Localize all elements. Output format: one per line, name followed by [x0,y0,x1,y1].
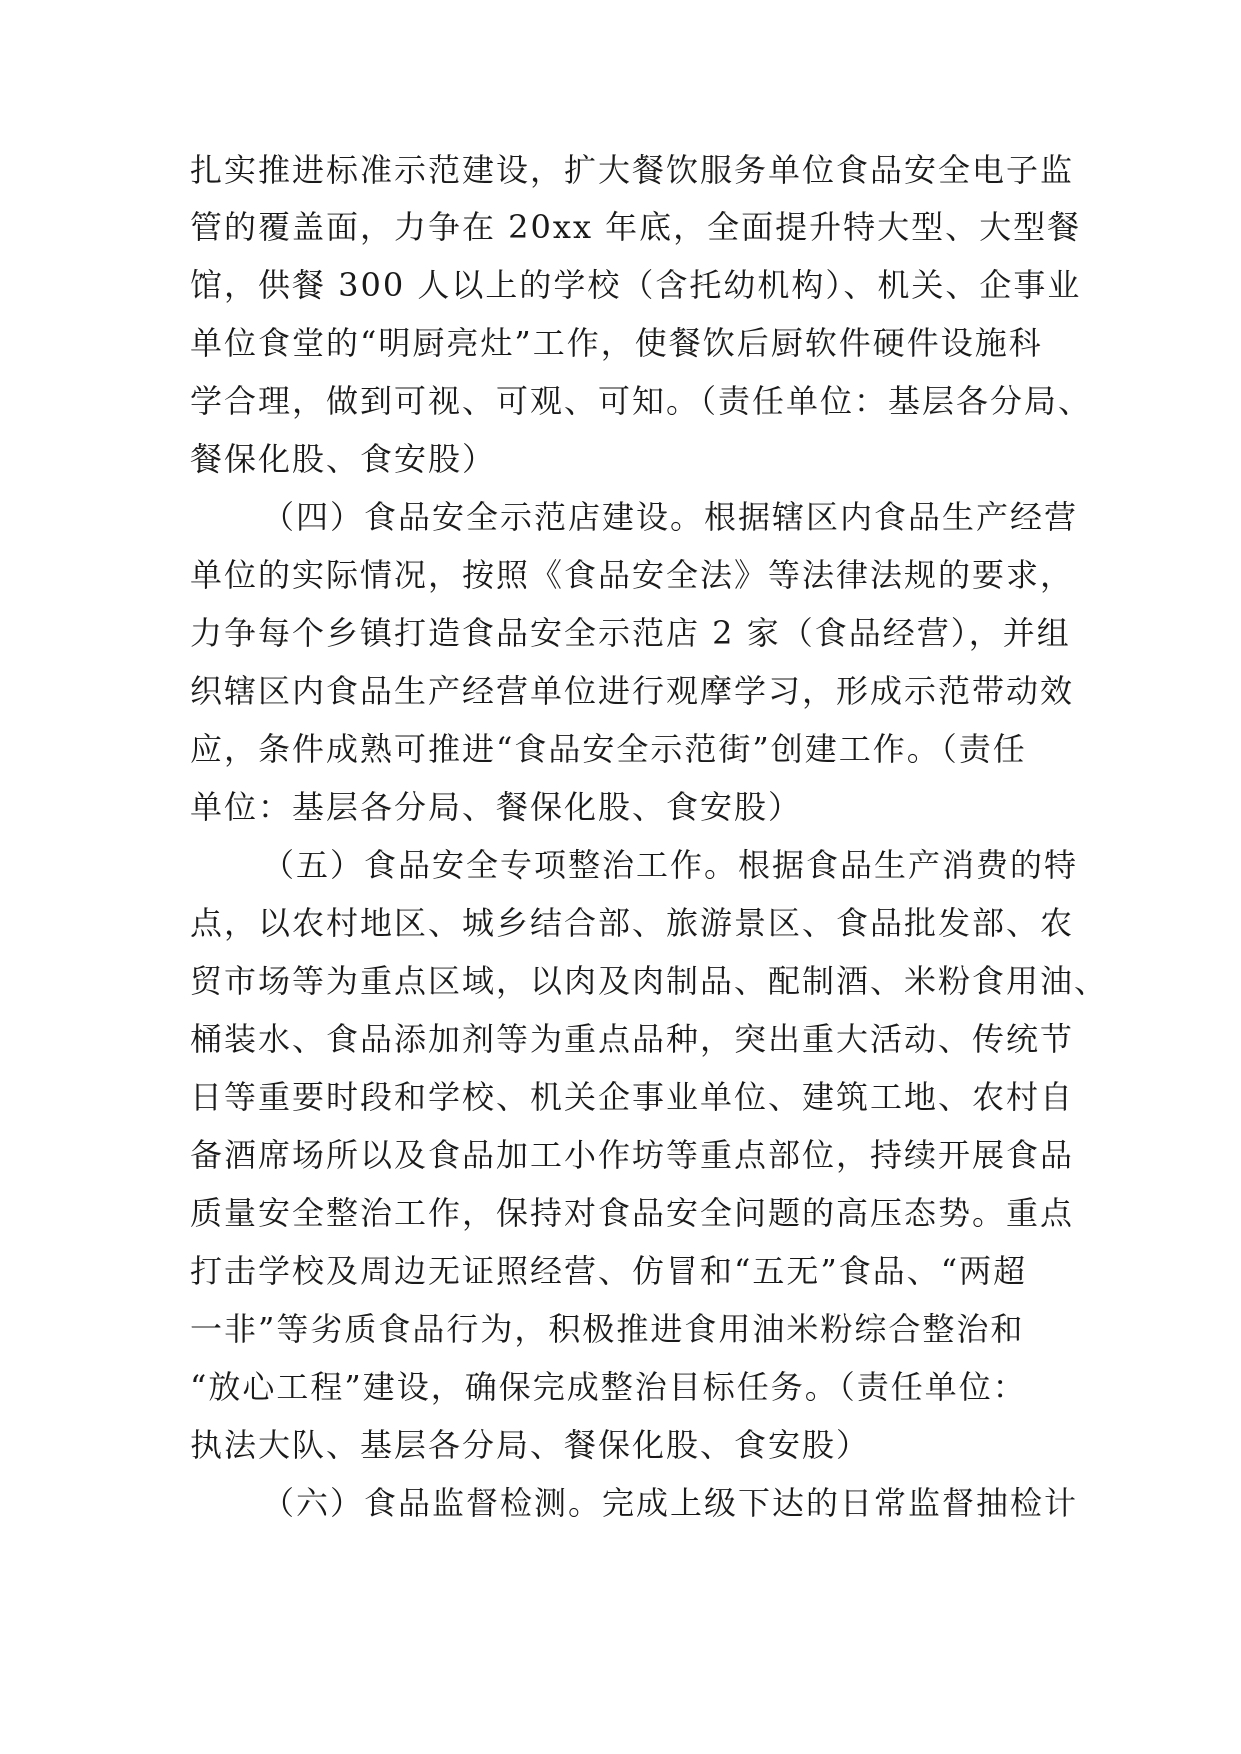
text-line: 点，以农村地区、城乡结合部、旅游景区、食品批发部、农 [190,904,1075,942]
text-line: 桶装水、食品添加剂等为重点品种，突出重大活动、传统节 [190,1020,1075,1058]
text-line: 力争每个乡镇打造食品安全示范店 2 家（食品经营），并组 [190,614,1071,652]
text-line: 质量安全整治工作，保持对食品安全问题的高压态势。重点 [190,1194,1075,1232]
text-line: 馆，供餐 300 人以上的学校（含托幼机构）、机关、企事业 [190,266,1082,304]
text-line: “放心工程”建设，确保完成整治目标任务。（责任单位： [190,1368,1027,1406]
paragraph-heading-6: （六）食品监督检测。完成上级下达的日常监督抽检计 [262,1484,1079,1522]
text-line: 执法大队、基层各分局、餐保化股、食安股） [190,1426,871,1464]
text-line: 扎实推进标准示范建设，扩大餐饮服务单位食品安全电子监 [190,151,1075,189]
text-line: 一非”等劣质食品行为，积极推进食用油米粉综合整治和 [190,1310,1025,1348]
text-line: 单位的实际情况，按照《食品安全法》等法律法规的要求， [190,556,1075,594]
text-line: 餐保化股、食安股） [190,440,497,478]
text-line: 备酒席场所以及食品加工小作坊等重点部位，持续开展食品 [190,1136,1075,1174]
paragraph-heading-4: （四）食品安全示范店建设。根据辖区内食品生产经营 [262,498,1079,536]
text-line: 单位食堂的“明厨亮灶”工作，使餐饮后厨软件硬件设施科 [190,324,1043,362]
paragraph-heading-5: （五）食品安全专项整治工作。根据食品生产消费的特 [262,846,1079,884]
text-line: 打击学校及周边无证照经营、仿冒和“五无”食品、“两超 [190,1252,1028,1290]
text-line: 学合理，做到可视、可观、可知。（责任单位：基层各分局、 [190,382,1093,420]
text-line: 管的覆盖面，力争在 20xx 年底，全面提升特大型、大型餐 [190,208,1082,246]
text-line: 贸市场等为重点区域，以肉及肉制品、配制酒、米粉食用油、 [190,962,1109,1000]
text-line: 日等重要时段和学校、机关企事业单位、建筑工地、农村自 [190,1078,1075,1116]
text-line: 应，条件成熟可推进“食品安全示范街”创建工作。（责任 [190,730,1027,768]
text-line: 织辖区内食品生产经营单位进行观摩学习，形成示范带动效 [190,672,1075,710]
text-line: 单位：基层各分局、餐保化股、食安股） [190,788,803,826]
